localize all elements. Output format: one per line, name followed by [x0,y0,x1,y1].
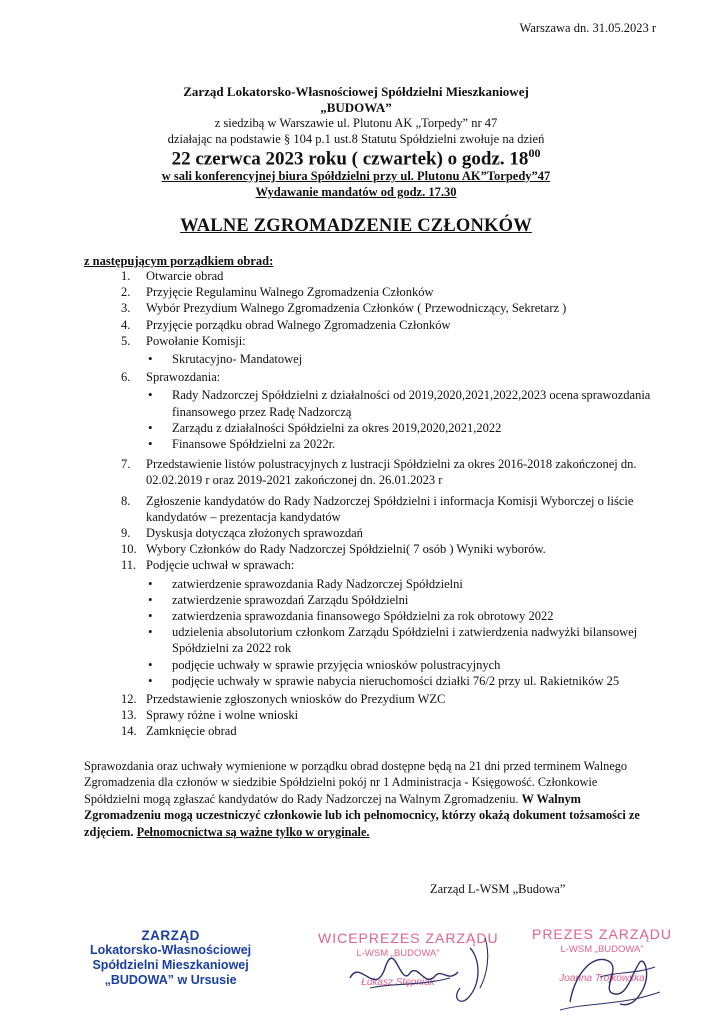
agenda-subitem: • podjęcie uchwały w sprawie przyjęcia wniosków polustracyjnych [146,657,664,673]
agenda-item [84,493,664,525]
board-stamp-line-1: ZARZĄD [141,928,200,943]
agenda-item-number: 13. [121,708,137,723]
agenda-item-number: 14. [121,724,137,739]
agenda-item [84,707,664,723]
vice-stamp-title: WICEPREZES ZARZĄDU [318,930,499,946]
document-date: Warszawa dn. 31.05.2023 r [519,21,656,35]
vice-stamp-sub: L-WSM „BUDOWA” [356,948,440,959]
agenda-item-text: Wybory Członków do Rady Nadzorczej Spółdzielni( 7 osób ) Wyniki wyborów. [146,542,546,557]
board-stamp-line-2: Lokatorsko-Własnościowej [90,943,252,957]
president-stamp-title: PREZES ZARZĄDU [531,926,672,942]
agenda-item-text: Sprawy różne i wolne wnioski [146,708,299,723]
vice-president-signature-icon [330,928,500,1018]
agenda-subitems [146,387,664,452]
header-line-4: działając na podstawie § 104 p.1 ust.8 Statutu Spółdzielni zwołuje na dzień [167,132,545,146]
agenda-item [84,456,664,488]
agenda-item-text: Powołanie Komisji: [146,333,246,348]
agenda-item-text: Przedstawienie listów polustracyjnych z lustracji Spółdzielni za okres 2016-2018 zakończonej dn. 02.02.2019 r oraz 2019-2021 zakończonej dn. 26.01.2023 r [146,457,637,488]
info-text: Sprawozdania oraz uchwały wymienione w porządku obrad dostępne będą na 21 dni przed terminem Walnego Zgromadzenia dla członów w siedzibie Spółdzielni pokój nr 1 Administracja - Księgowość. Członkowie Spółdzielni mogą zgłaszać kandydatów do Rady Nadzorczej na Walnym Zgromadzeniu. [84,759,628,806]
header-line-3: z siedzibą w Warszawie ul. Plutonu AK „Torpedy” nr 47 [214,116,498,130]
president-signature-icon [540,932,680,1022]
agenda-item-number: 12. [121,692,137,707]
agenda-subitem: • Zarządu z działalności Spółdzielni za okres 2019,2020,2021,2022 [146,420,664,436]
agenda-item-number: 9. [121,526,131,541]
vice-stamp-name: Łukasz Stępniak [361,977,435,988]
agenda-item-number: 11. [121,558,137,573]
agenda-item-text: Przyjęcie porządku obrad Walnego Zgromadzenia Członków [146,317,451,332]
agenda-item-number: 10. [121,542,137,557]
meeting-location: w sali konferencyjnej biura Spółdzielni przy ul. Plutonu AK”Torpedy”47 [161,169,551,183]
agenda-item-text: Dyskusja dotycząca złożonych sprawozdań [146,526,363,541]
agenda-subitem: • Skrutacyjno- Mandatowej [146,351,664,367]
agenda-item [84,723,664,739]
agenda-item [84,691,664,707]
meeting-time-superscript: 00 [528,146,541,160]
agenda-subitem: • Rady Nadzorczej Spółdzielni z działalności od 2019,2020,2021,2022,2023 ocena sprawozdania finansowego przez Radę Nadzorczą [146,387,664,419]
agenda-subitem: • udzielenia absolutorium członkom Zarządu Spółdzielni i zatwierdzenia nadwyżki bilansowej Spółdzielni za 2022 rok [146,624,664,656]
agenda-item-number: 8. [121,493,131,508]
agenda-item [84,300,664,316]
agenda-subitem: • zatwierdzenia sprawozdania finansowego Spółdzielni za rok obrotowy 2022 [146,608,664,624]
agenda-item [84,317,664,333]
board-stamp-line-3: Spółdzielni Mieszkaniowej [92,958,249,972]
agenda-subitem: • Finansowe Spółdzielni za 2022r. [146,436,664,452]
agenda-item-text: Przyjęcie Regulaminu Walnego Zgromadzenia Członków [146,285,434,300]
info-proxy-note: Pełnomocnictwa są ważne tylko w oryginale. [136,824,370,839]
agenda-item [84,525,664,541]
agenda-item [84,369,664,452]
agenda-subitem: • podjęcie uchwały w sprawie nabycia nieruchomości działki 76/2 przy ul. Rakietników 25 [146,673,664,689]
agenda-item-text: Podjęcie uchwał w sprawach: [146,558,295,573]
agenda-item-number: 1. [121,269,131,283]
signature-line: Zarząd L-WSM „Budowa” [430,882,566,896]
agenda-item [84,284,664,300]
mandates-info: Wydawanie mandatów od godz. 17.30 [255,185,457,199]
info-paragraph [84,758,644,840]
board-stamp [90,928,251,988]
agenda-item [84,557,664,689]
agenda-item-text: Otwarcie obrad [146,269,224,283]
document-title: WALNE ZGROMADZENIE CZŁONKÓW [180,216,532,236]
board-stamp-line-4: „BUDOWA” w Ursusie [104,973,237,987]
agenda-item-number: 6. [121,370,131,385]
agenda-item-number: 3. [121,301,131,316]
agenda-subitem: • zatwierdzenie sprawozdań Zarządu Spółdzielni [146,592,664,608]
president-stamp-sub: L-WSM „BUDOWA” [560,944,644,955]
agenda-item [84,268,664,284]
agenda-item-number: 5. [121,333,131,348]
agenda-list [84,268,664,740]
agenda-item-text: Sprawozdania: [146,370,221,385]
agenda-subitem: • zatwierdzenie sprawozdania Rady Nadzorczej Spółdzielni [146,576,664,592]
agenda-subitems [146,351,664,367]
info-bold-text: W Walnym Zgromadzeniu mogą uczestniczyć członkowie lub ich pełnomocnicy, którzy okażą dokument tożsamości ze zdjęciem. [84,791,640,839]
agenda-item-number: 4. [121,317,131,332]
agenda-item-number: 2. [121,285,131,300]
agenda-item-text: Przedstawienie zgłoszonych wniosków do Prezydium WZC [146,692,446,707]
agenda-item [84,333,664,367]
agenda-subitems [146,576,664,689]
header-line-2: „BUDOWA” [320,100,392,115]
agenda-item-number: 7. [121,457,131,472]
agenda-item-text: Zamknięcie obrad [146,724,237,739]
agenda-title: z następującym porządkiem obrad: [84,254,274,268]
meeting-date: 22 czerwca 2023 roku ( czwartek) o godz. $18^{00}$ [171,146,541,170]
agenda-item [84,541,664,557]
agenda-item-text: Wybór Prezydium Walnego Zgromadzenia Członków ( Przewodniczący, Sekretarz ) [146,301,567,316]
header-line-1: Zarząd Lokatorsko-Własnościowej Spółdzielni Mieszkaniowej [183,84,529,99]
agenda-item-text: Zgłoszenie kandydatów do Rady Nadzorczej Spółdzielni i informacja Komisji Wyborczej o liście kandydatów – prezentacja kandydatów [146,493,634,524]
president-stamp-name: Joanna Trojkowska [559,973,645,984]
